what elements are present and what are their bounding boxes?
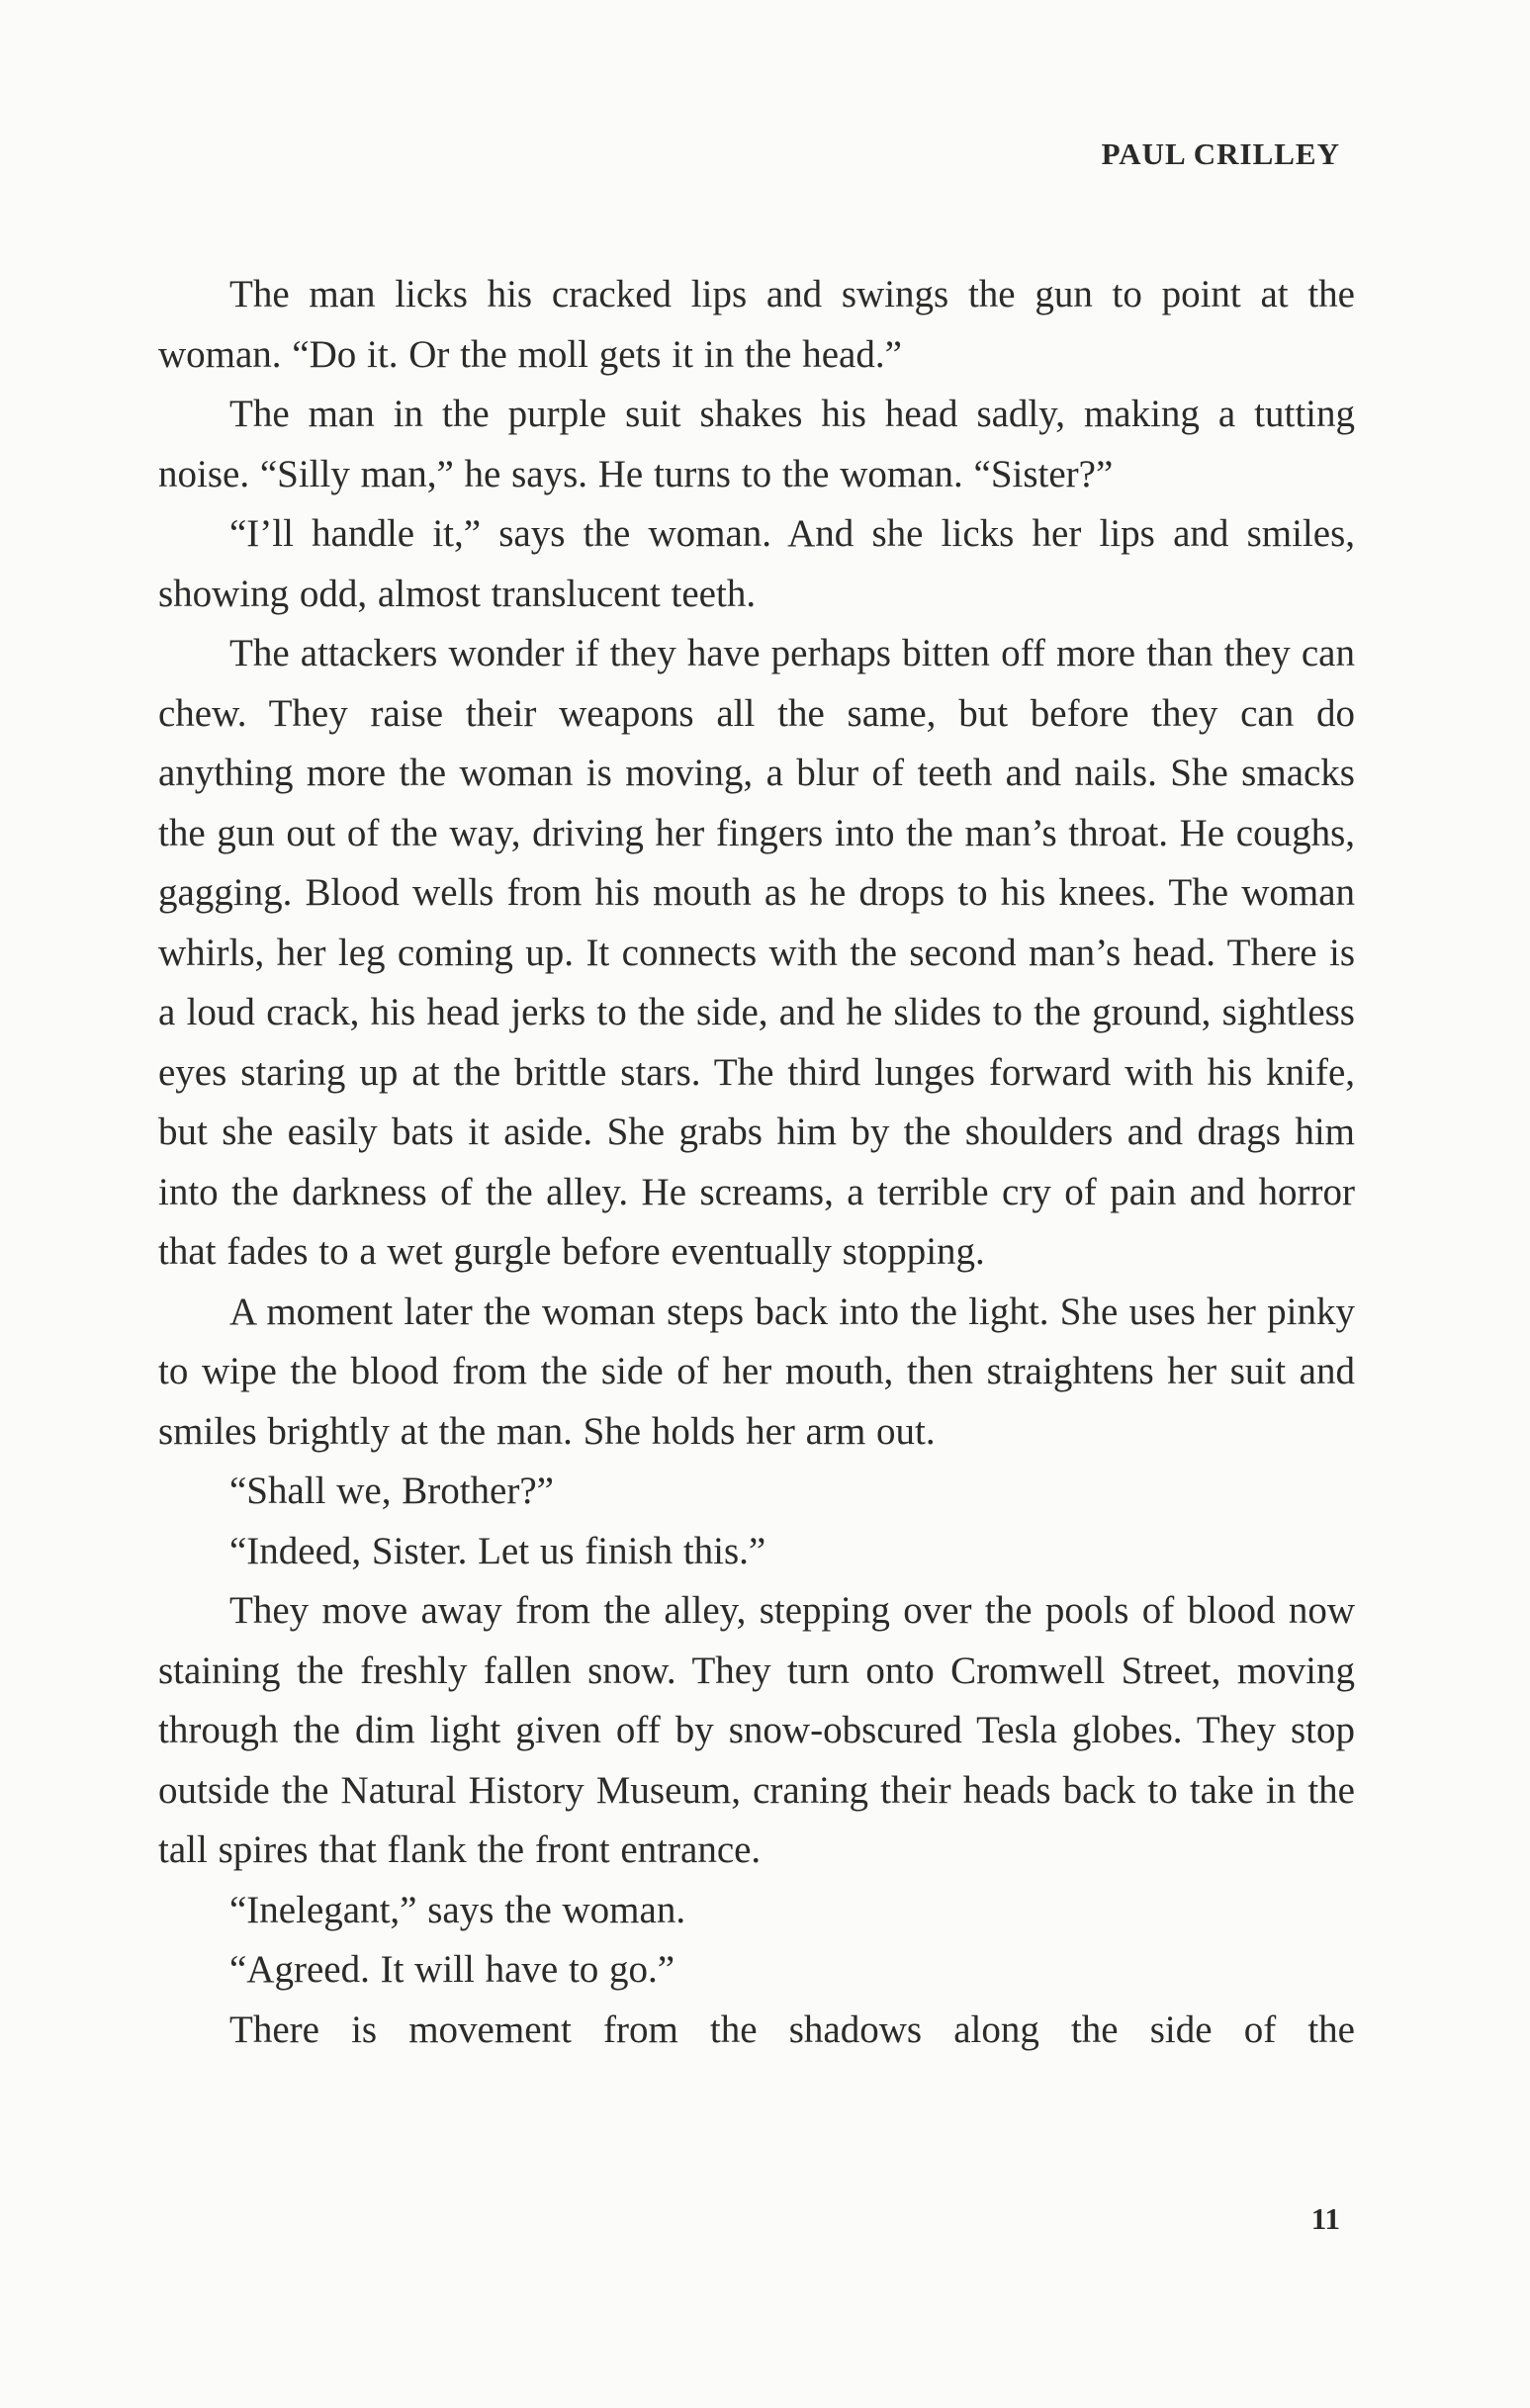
- paragraph: The man in the purple suit shakes his head sadly, making a tutting noise. “Silly man,” he says. He turns to the woman. “Sister?”: [158, 393, 1355, 495]
- paragraph: The man licks his cracked lips and swings the gun to point at the woman. “Do it. Or the moll gets it in the head.”: [158, 273, 1355, 376]
- paragraph: “Agreed. It will have to go.”: [229, 1948, 675, 1991]
- paragraph: “Indeed, Sister. Let us finish this.”: [229, 1529, 766, 1572]
- running-header-author: PAUL CRILLEY: [1101, 136, 1340, 171]
- page-body: [158, 265, 1355, 2060]
- paragraph-continued: There is movement from the shadows along the side of the: [229, 2007, 1355, 2051]
- page-number: 11: [1310, 2201, 1340, 2236]
- paragraph: The attackers wonder if they have perhaps bitten off more than they can chew. They raise their weapons all the same, but before they can do anything more the woman is moving, a blur of teeth and nails. She smacks the gun out of the way, driving her fingers into the man’s throat. He coughs, gagging. Blood wells from his mouth as he drops to his knees. The woman whirls, her leg coming up. It connects with the second man’s head. There is a loud crack, his head jerks to the side, and he slides to the ground, sightless eyes staring up at the brittle stars. The third lunges forward with his knife, but she easily bats it aside. She grabs him by the shoulders and drags him into the darkness of the alley. He screams, a terrible cry of pain and horror that fades to a wet gurgle before eventually stopping.: [158, 632, 1355, 1273]
- paragraph: “Shall we, Brother?”: [229, 1470, 554, 1512]
- paragraph: “I’ll handle it,” says the woman. And she licks her lips and smiles, showing odd, almost translucent teeth.: [158, 512, 1355, 615]
- paragraph: They move away from the alley, stepping over the pools of blood now staining the freshly fallen snow. They turn onto Cromwell Street, moving through the dim light given off by snow-obscured Tesla globes. They stop outside the Natural History Museum, craning their heads back to take in the tall spires that flank the front entrance.: [158, 1589, 1355, 1871]
- paragraph: “Inelegant,” says the woman.: [229, 1888, 686, 1931]
- paragraph: A moment later the woman steps back into the light. She uses her pinky to wipe the blood from the side of her mouth, then straightens her suit and smiles brightly at the man. She holds her arm out.: [158, 1290, 1355, 1453]
